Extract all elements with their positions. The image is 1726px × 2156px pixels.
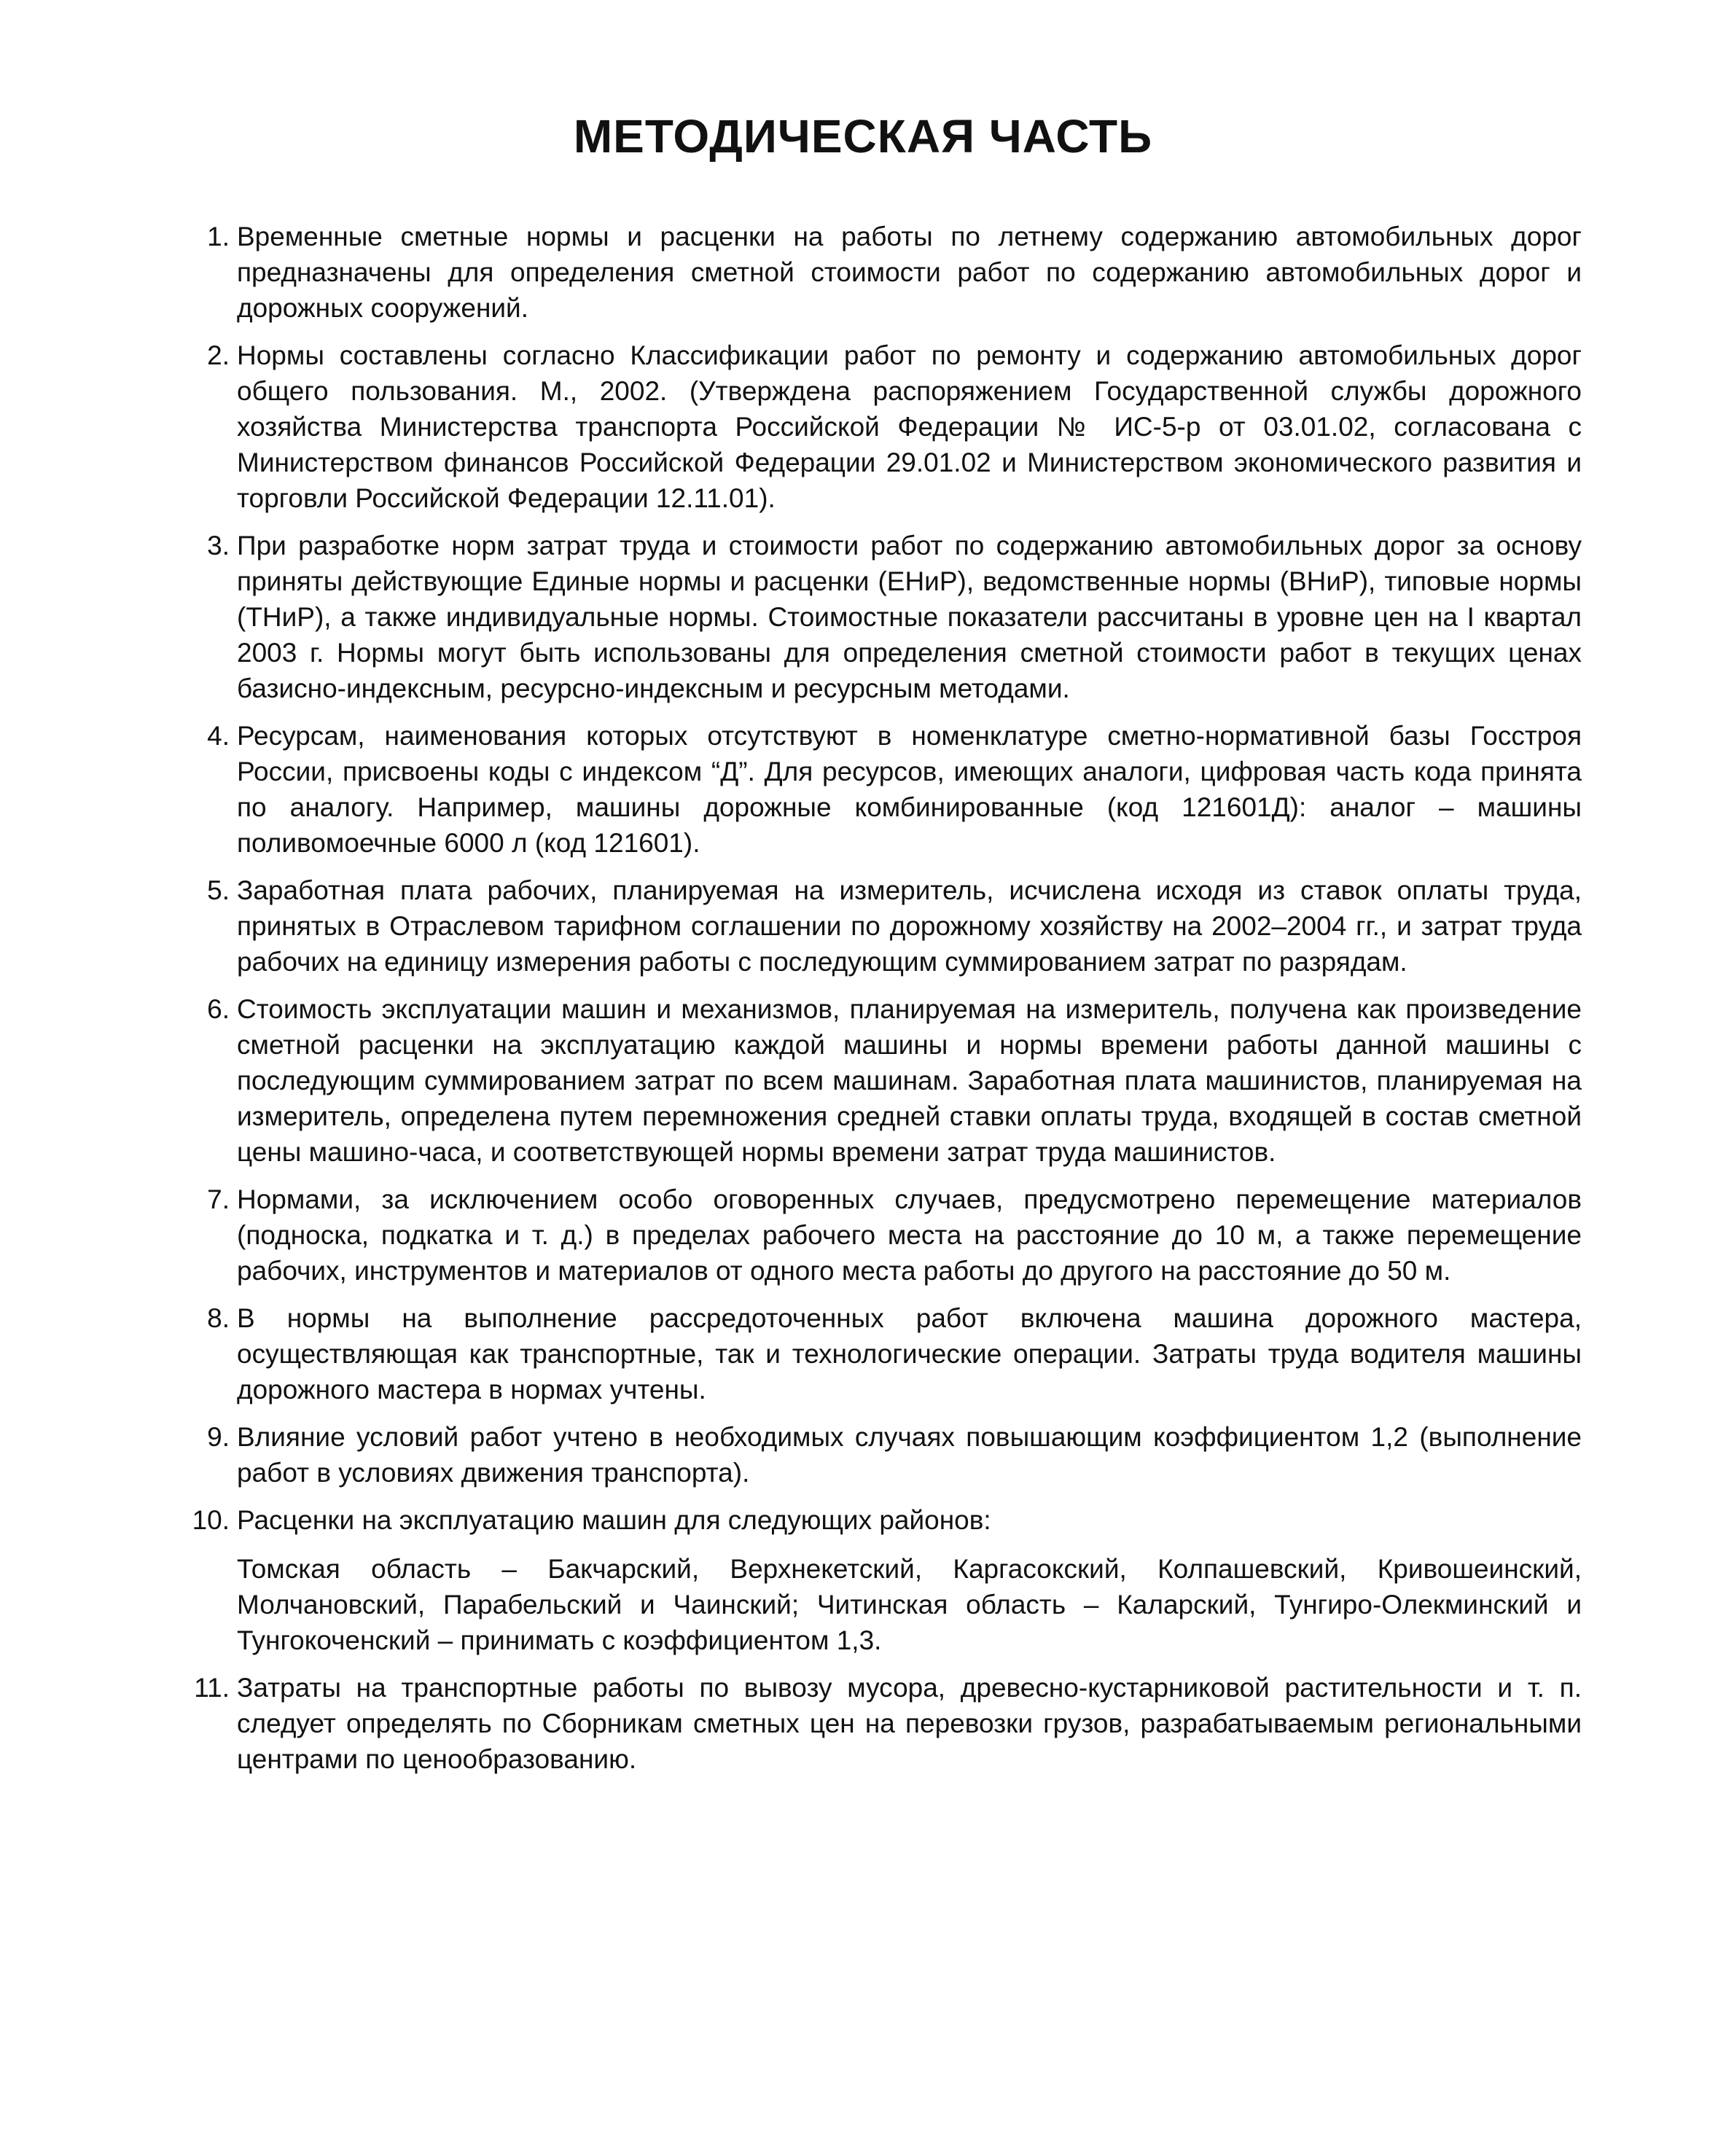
item-text: Нормы составлены согласно Классификации работ по ремонту и содержанию автомобильных дорог общего пользования. М., 2002. (Утверждена распоряжением Государственной службы дорожного хозяйства Министерства транспорта Российской Федерации № ИС-5-р от 03.01.02, согласована с Министерством финансов Российской Федерации 29.01.02 и Министерством экономического развития и торговли Российской Федерации 12.11.01). (237, 340, 1582, 513)
list-item (175, 1181, 1582, 1289)
item-text: Нормами, за исключением особо оговоренных случаев, предусмотрено перемещение материалов (подноска, подкатка и т. д.) в пределах рабочего места на расстояние до 10 м, а также перемещение рабочих, инструментов и материалов от одного места работы до другого на расстояние до 50 м. (237, 1184, 1582, 1286)
list-item (175, 718, 1582, 861)
item-number: 1. (207, 222, 230, 251)
item-number: 7. (207, 1184, 230, 1214)
item-text: Стоимость эксплуатации машин и механизмов, планируемая на измеритель, получена как произведение сметной расценки на эксплуатацию каждой машины и нормы времени работы данной машины с последующим суммированием затрат по всем машинам. Заработная плата машинистов, планируемая на измеритель, определена путем перемножения средней ставки оплаты труда, входящей в состав сметной цены машино-часа, и соответствующей нормы времени затрат труда машинистов. (237, 994, 1582, 1167)
item-text: Ресурсам, наименования которых отсутствуют в номенклатуре сметно-нормативной базы Госстроя России, присвоены коды с индексом “Д”. Для ресурсов, имеющих аналоги, цифровая часть кода принята по аналогу. Например, машины дорожные комбинированные (код 121601Д): аналог – машины поливомоечные 6000 л (код 121601). (237, 721, 1582, 858)
item-number: 9. (207, 1422, 230, 1452)
item-number: 11. (194, 1673, 230, 1703)
list-item (175, 1502, 1582, 1658)
list-item (175, 1419, 1582, 1491)
item-number: 3. (207, 531, 230, 561)
item-subtext: Томская область – Бакчарский, Верхнекетский, Каргасокский, Колпашевский, Кривошеинский, Молчановский, Парабельский и Чаинский; Читинская область – Каларский, Тунгиро-Олекминский и Тунгокоченский – принимать с коэффициентом 1,3. (237, 1554, 1582, 1655)
item-number: 5. (207, 875, 230, 905)
item-number: 2. (207, 340, 230, 370)
item-number: 10. (192, 1505, 230, 1535)
list-item (175, 872, 1582, 980)
list-item (175, 337, 1582, 516)
item-text: При разработке норм затрат труда и стоимости работ по содержанию автомобильных дорог за основу приняты действующие Единые нормы и расценки (ЕНиР), ведомственные нормы (ВНиР), типовые нормы (ТНиР), а также индивидуальные нормы. Стоимостные показатели рассчитаны в уровне цен на I квартал 2003 г. Нормы могут быть использованы для определения сметной стоимости работ в текущих ценах базисно-индексным, ресурсно-индексным и ресурсным методами. (237, 531, 1582, 703)
methodology-list (175, 219, 1582, 1789)
list-item (175, 1300, 1582, 1407)
item-text: Расценки на эксплуатацию машин для следующих районов: (237, 1505, 991, 1535)
list-item (175, 1670, 1582, 1777)
item-number: 8. (207, 1303, 230, 1333)
item-number: 6. (207, 994, 230, 1024)
item-text: Заработная плата рабочих, планируемая на измеритель, исчислена исходя из ставок оплаты труда, принятых в Отраслевом тарифном соглашении по дорожному хозяйству на 2002–2004 гг., и затрат труда рабочих на единицу измерения работы с последующим суммированием затрат по разрядам. (237, 875, 1582, 977)
item-number: 4. (207, 721, 230, 751)
list-item (175, 991, 1582, 1170)
list-item (175, 219, 1582, 326)
item-text: Влияние условий работ учтено в необходимых случаях повышающим коэффициентом 1,2 (выполнение работ в условиях движения транспорта). (237, 1422, 1582, 1488)
list-item (175, 528, 1582, 706)
item-text: Временные сметные нормы и расценки на работы по летнему содержанию автомобильных дорог предназначены для определения сметной стоимости работ по содержанию автомобильных дорог и дорожных сооружений. (237, 222, 1582, 323)
page-title: МЕТОДИЧЕСКАЯ ЧАСТЬ (573, 110, 1153, 163)
item-text: Затраты на транспортные работы по вывозу мусора, древесно-кустарниковой растительности и т. п. следует определять по Сборникам сметных цен на перевозки грузов, разрабатываемым региональными центрами по ценообразованию. (237, 1673, 1582, 1774)
item-text: В нормы на выполнение рассредоточенных работ включена машина дорожного мастера, осуществляющая как транспортные, так и технологические операции. Затраты труда водителя машины дорожного мастера в нормах учтены. (237, 1303, 1582, 1405)
